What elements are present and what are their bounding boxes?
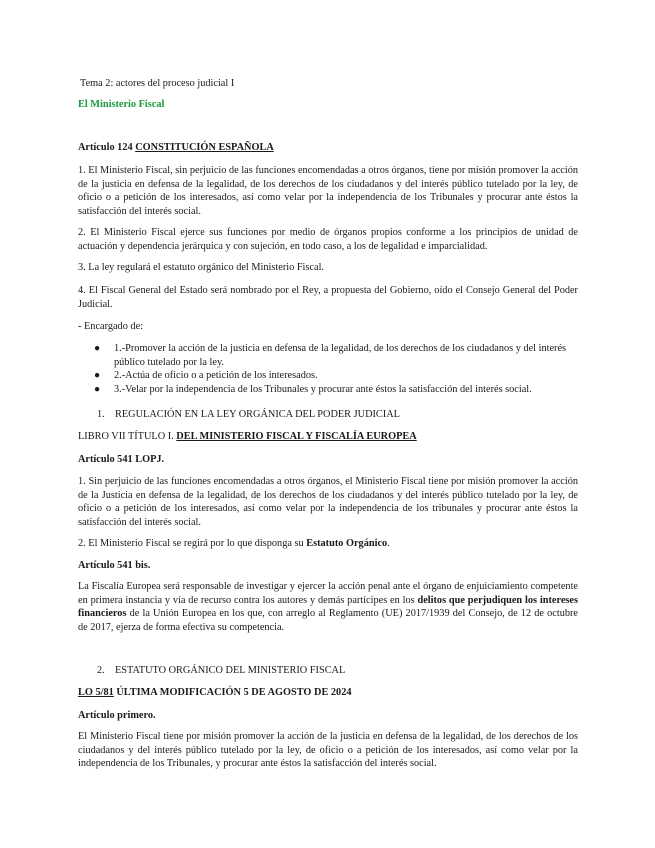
art541bis-heading: Artículo 541 bis. bbox=[78, 560, 151, 571]
art541bis-text: La Fiscalía Europea será responsable de investigar y ejercer la acción penal ante el órgano de enjuiciamiento competente en primera instancia y vía de recurso contra los autores y demás partícipes en los delitos que perjudiquen los intereses financieros de la Unión Europea en los que, con arreglo al Reglamento (UE) 2017/1939 del Consejo, de 12 de octubre de 2017, ejerza de forma efectiva su competencia. bbox=[78, 581, 578, 633]
estatuto-organico-bold: Estatuto Orgánico bbox=[306, 538, 388, 549]
art124-p2: 2. El Ministerio Fiscal ejerce sus funciones por medio de órganos propios conforme a los principios de unidad de actuación y dependencia jerárquica y con sujeción, en todo caso, a los de legalidad e imparcialidad. bbox=[78, 227, 578, 252]
list-item: ● 3.-Velar por la independencia de los Tribunales y procurar ante éstos la satisfacción del interés social. bbox=[94, 383, 532, 395]
lopj-heading bbox=[97, 408, 400, 422]
encargado-label bbox=[78, 320, 143, 334]
delitos-bold: delitos que perjudiquen los intereses financieros bbox=[78, 594, 578, 620]
lo-ref: LO 5/81 bbox=[78, 687, 114, 698]
bullet-icon: ● bbox=[94, 383, 101, 395]
libro-prefix: LIBRO VII TÍTULO I. bbox=[78, 431, 177, 442]
bullet-icon: ● bbox=[94, 370, 101, 382]
lopj-title: REGULACIÓN EN LA LEY ORGÁNICA DEL PODER JUDICIAL bbox=[115, 409, 400, 420]
art124-p1: 1. El Ministerio Fiscal, sin perjuicio de las funciones encomendadas a otros órganos, tiene por misión promover la acción de la justicia en defensa de la legalidad, de los derechos de los ciudadanos y del interés público tutelado por la ley, de oficio o a petición de los interesados, así como velar por la independencia de los Tribunales y procurar ante éstos la satisfacción del interés social. bbox=[78, 165, 578, 217]
bullet-icon: ● bbox=[94, 343, 101, 354]
encargado-list bbox=[78, 342, 578, 396]
encargado-dash: - bbox=[78, 321, 82, 332]
art124-p4: 4. El Fiscal General del Estado será nombrado por el Rey, a propuesta del Gobierno, oído el Consejo General del Poder Judicial. bbox=[78, 285, 578, 310]
art-primero-heading: Artículo primero. bbox=[78, 710, 156, 721]
lo-modification: ÚLTIMA MODIFICACIÓN 5 DE AGOSTO DE 2024 bbox=[113, 687, 352, 698]
estatuto-number: 2. bbox=[97, 665, 105, 676]
tema-heading: Tema 2: actores del proceso judicial I bbox=[80, 78, 235, 89]
list-item: ● 1.-Promover la acción de la justicia en defensa de la legalidad, de los derechos de los ciudadanos y del interés público tutelado por la ley. bbox=[94, 343, 567, 368]
art124-p3: 3. La ley regulará el estatuto orgánico del Ministerio Fiscal. bbox=[78, 262, 325, 273]
art541-p1: 1. Sin perjuicio de las funciones encomendadas a otros órganos, el Ministerio Fiscal tiene por misión promover la acción de la Justicia en defensa de la legalidad, de los derechos de los ciudadanos y del interés público tutelado por la ley, de oficio o a petición de los interesados, así como velar por la independencia de los tribunales y procurar ante éstos la satisfacción del interés social. bbox=[78, 476, 578, 528]
libro-heading bbox=[78, 430, 417, 444]
libro-title: DEL MINISTERIO FISCAL Y FISCALÍA EUROPEA bbox=[176, 431, 417, 442]
art541-heading: Artículo 541 LOPJ. bbox=[78, 454, 165, 465]
encargado-text: Encargado de: bbox=[81, 321, 144, 332]
estatuto-heading bbox=[97, 664, 345, 678]
section-title: El Ministerio Fiscal bbox=[78, 99, 165, 110]
list-item: ● 2.-Actúa de oficio o a petición de los interesados. bbox=[94, 370, 318, 382]
art124-label: Artículo 124 bbox=[78, 142, 133, 153]
estatuto-title: ESTATUTO ORGÁNICO DEL MINISTERIO FISCAL bbox=[115, 665, 346, 676]
art124-heading bbox=[78, 141, 274, 155]
lopj-number: 1. bbox=[97, 409, 105, 420]
lo-heading bbox=[78, 686, 352, 700]
art124-source: CONSTITUCIÓN ESPAÑOLA bbox=[135, 142, 274, 153]
art541-p2: 2. El Ministerio Fiscal se regirá por lo que disponga su Estatuto Orgánico. bbox=[78, 538, 390, 549]
art-primero-text: El Ministerio Fiscal tiene por misión promover la acción de la justicia en defensa de la legalidad, de los derechos de los ciudadanos y del interés público tutelado por la ley, de oficio o a petición de los interesados, así como velar por la independencia de los Tribunales, y procurar ante éstos la satisfacción del interés social. bbox=[78, 731, 578, 770]
